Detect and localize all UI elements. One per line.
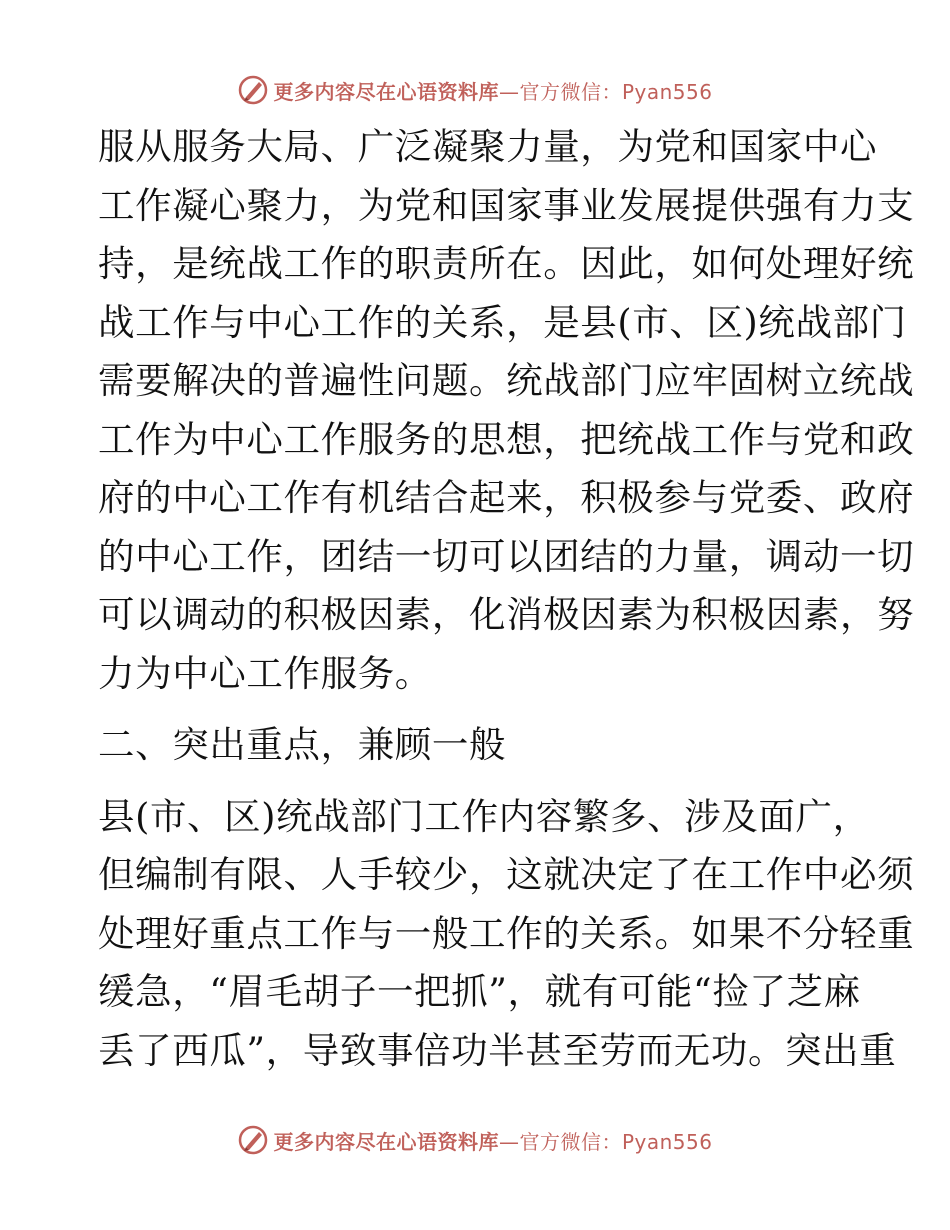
- text-line: 工作为中心工作服务的思想，把统战工作与党和政: [98, 417, 915, 461]
- text-line: 缓急，“眉毛胡子一把抓”，就有可能“捡了芝麻: [98, 970, 861, 1013]
- header-watermark: [0, 70, 950, 110]
- text-line: 服从服务大局、广泛凝聚力量，为党和国家中心: [98, 125, 878, 168]
- text-line: 的中心工作，团结一切可以团结的力量，调动一切: [98, 534, 915, 578]
- document-body: [98, 118, 915, 1080]
- text-line: 县(市、区)统战部门工作内容繁多、涉及面广，: [98, 794, 870, 838]
- text-line: 可以调动的积极因素，化消极因素为积极因素，努: [98, 593, 915, 636]
- heading-line: 二、突出重点，兼顾一般: [98, 723, 507, 766]
- text-line: 处理好重点工作与一般工作的关系。如果不分轻重: [98, 911, 915, 955]
- paragraph-intro: [98, 118, 915, 703]
- pen-logo-icon: [237, 74, 269, 106]
- text-line: 工作凝心聚力，为党和国家事业发展提供强有力支: [98, 183, 915, 227]
- text-line: 战工作与中心工作的关系，是县(市、区)统战部门: [98, 300, 907, 344]
- text-line: 但编制有限、人手较少，这就决定了在工作中必须: [98, 853, 915, 896]
- text-line: 府的中心工作有机结合起来，积极参与党委、政府: [98, 476, 915, 519]
- watermark-text: 更多内容尽在心语资料库—官方微信：Pyan556: [273, 79, 713, 104]
- text-line: 需要解决的普遍性问题。统战部门应牢固树立统战: [98, 359, 915, 402]
- text-line: 持，是统战工作的职责所在。因此，如何处理好统: [98, 242, 915, 285]
- pen-logo-icon: [237, 1124, 269, 1156]
- text-line: 丢了西瓜”，导致事倍功半甚至劳而无功。突出重: [98, 1028, 897, 1072]
- text-line: 力为中心工作服务。: [98, 651, 432, 695]
- paragraph-section-two: [98, 788, 915, 1081]
- watermark-text: 更多内容尽在心语资料库—官方微信：Pyan556: [273, 1129, 713, 1154]
- section-heading: [98, 716, 858, 775]
- footer-watermark: [0, 1120, 950, 1160]
